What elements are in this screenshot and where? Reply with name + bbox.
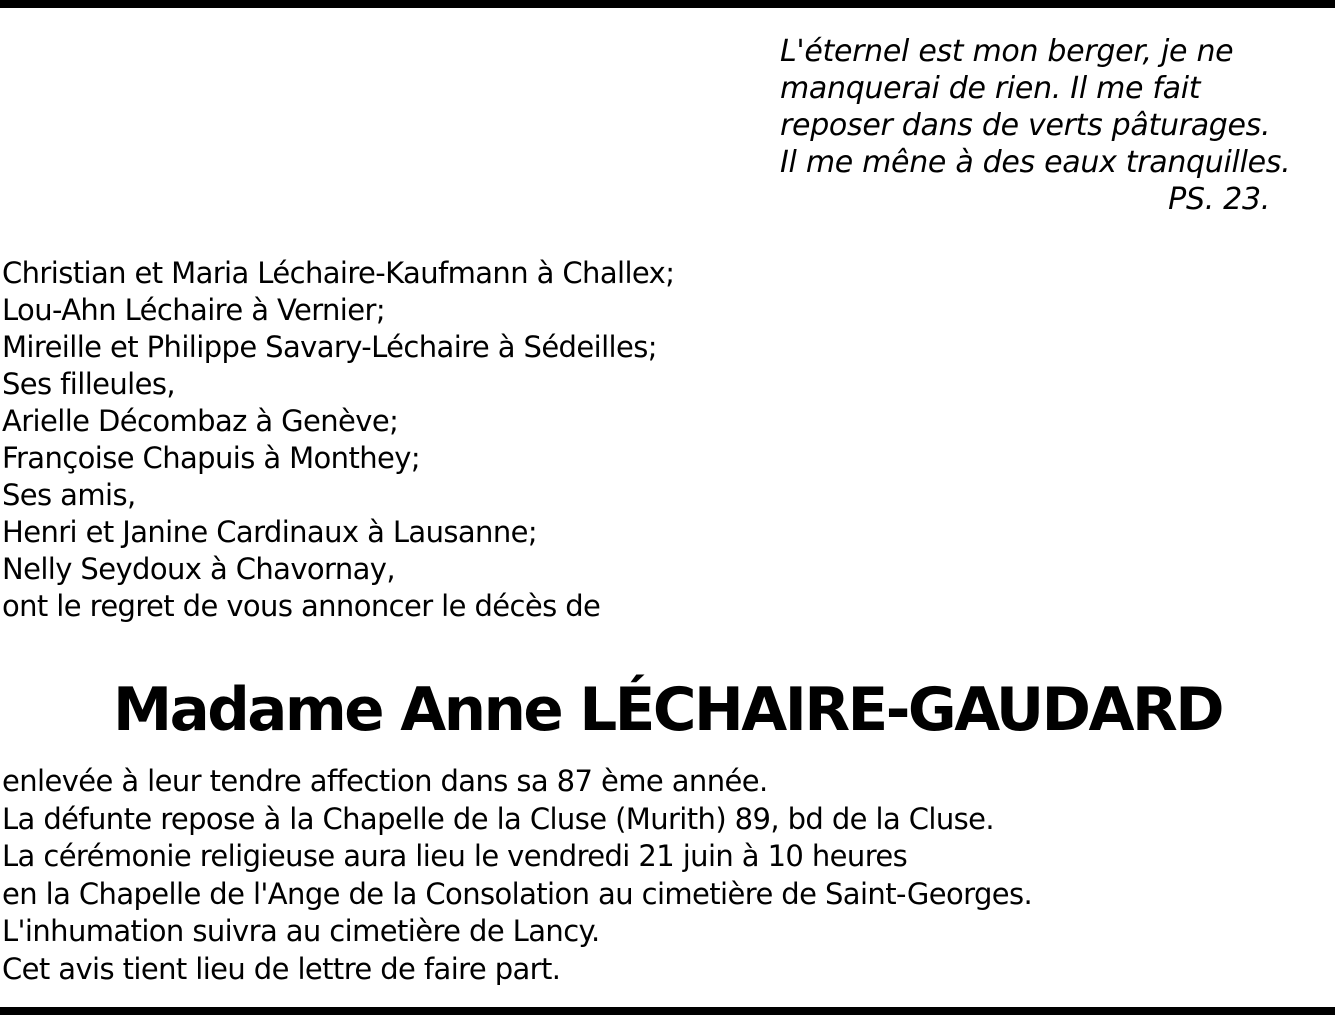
- verse-reference: PS. 23.: [1168, 182, 1270, 217]
- verse-line: manquerai de rien. Il me fait: [780, 71, 1201, 106]
- family-line: Arielle Décombaz à Genève;: [2, 404, 399, 438]
- funeral-details: [2, 763, 1302, 988]
- details-line: enlevée à leur tendre affection dans sa 87 ème année.: [2, 764, 768, 798]
- verse-line: Il me mêne à des eaux tranquilles.: [780, 145, 1291, 180]
- family-line: Mireille et Philippe Savary-Léchaire à Sédeilles;: [2, 330, 657, 364]
- deceased-name-heading: Madame Anne LÉCHAIRE-GAUDARD: [112, 675, 1223, 745]
- details-line: L'inhumation suivra au cimetière de Lancy.: [2, 914, 600, 948]
- family-line: Ses amis,: [2, 478, 136, 512]
- verse-line: L'éternel est mon berger, je ne: [780, 34, 1234, 69]
- details-line: La défunte repose à la Chapelle de la Cluse (Murith) 89, bd de la Cluse.: [2, 801, 994, 836]
- psalm-verse: [780, 33, 1291, 218]
- bottom-border-rule: [0, 1007, 1335, 1015]
- details-line: Cet avis tient lieu de lettre de faire part.: [2, 951, 561, 986]
- details-line: en la Chapelle de l'Ange de la Consolation au cimetière de Saint-Georges.: [2, 876, 1033, 911]
- family-announcers: [2, 255, 1302, 625]
- family-line: Françoise Chapuis à Monthey;: [2, 441, 420, 475]
- family-line: ont le regret de vous annoncer le décès de: [2, 589, 601, 623]
- verse-line: reposer dans de verts pâturages.: [780, 108, 1271, 143]
- family-line: Christian et Maria Léchaire-Kaufmann à Challex;: [2, 256, 675, 290]
- top-border-rule: [0, 0, 1335, 8]
- family-line: Lou-Ahn Léchaire à Vernier;: [2, 293, 386, 327]
- family-line: Henri et Janine Cardinaux à Lausanne;: [2, 515, 538, 549]
- family-line: Nelly Seydoux à Chavornay,: [2, 552, 395, 586]
- details-line: La cérémonie religieuse aura lieu le vendredi 21 juin à 10 heures: [2, 839, 908, 873]
- family-line: Ses filleules,: [2, 367, 176, 401]
